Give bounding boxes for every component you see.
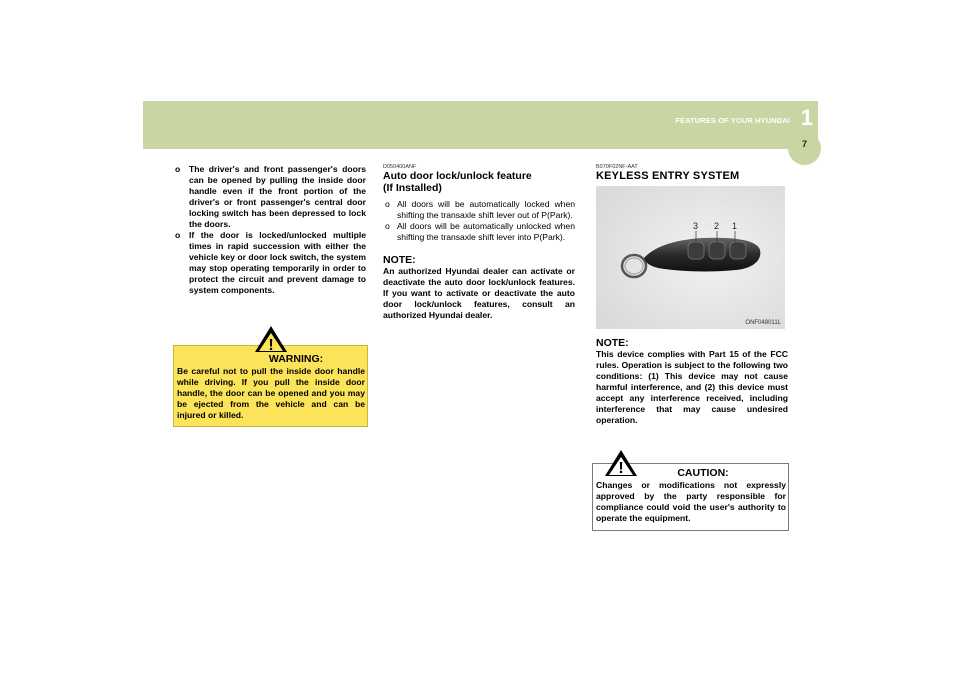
- key-fob-image: [596, 186, 785, 329]
- warning-box: ! WARNING: Be careful not to pull the inside door handle while driving. If you pull the inside door handle, the door can be opened and you may be ejected from the vehicle and can be injured or killed.: [173, 345, 368, 427]
- column-right-note: [596, 338, 788, 426]
- warning-title: WARNING:: [268, 353, 324, 365]
- note-title: NOTE:: [383, 254, 416, 266]
- auto-lock-bullets: [383, 199, 575, 243]
- warning-text: Be careful not to pull the inside door handle while driving. If you pull the inside door handle, the door can be opened and you may be ejected from the vehicle and can be injured or killed.: [177, 366, 365, 420]
- list-item: o All doors will be automatically unlocked when shifting the transaxle shift lever into P(Park).: [385, 221, 575, 242]
- list-item: o The driver's and front passenger's doors can be opened by pulling the inside door handle even if the front portion of the driver's or front passenger's central door locking switch has been depressed to lock the doors.: [175, 164, 366, 229]
- header-band: [143, 101, 818, 149]
- column-right-header: [596, 164, 788, 186]
- page-number: 7: [801, 139, 807, 149]
- list-item: o All doors will be automatically locked when shifting the transaxle shift lever out of P(Park).: [385, 199, 575, 220]
- callout-label: 1: [732, 221, 738, 231]
- note-text: An authorized Hyundai dealer can activate or deactivate the auto door lock/unlock features. If you want to activate or deactivate the auto door lock/unlock features, consult an authorized Hyundai dealer.: [383, 266, 575, 320]
- image-caption: ONF048011L: [745, 320, 781, 326]
- caution-text: Changes or modifications not expressly approved by the party responsible for compliance could void the user's authority to operate the equipment.: [596, 480, 786, 523]
- door-handle-bullets: [173, 164, 366, 296]
- list-item: o If the door is locked/unlocked multiple times in rapid succession with either the vehicle key or door lock switch, the system may stop operating temporarily in order to protect the circuit and prevent damage to system components.: [175, 230, 366, 295]
- callout-label: 2: [714, 221, 720, 231]
- column-left: [173, 164, 366, 296]
- section-heading: Auto door lock/unlock feature (If Installed): [383, 170, 532, 194]
- note-text: This device complies with Part 15 of the FCC rules. Operation is subject to the following two conditions: (1) This device may not cause harmful interference, and (2) this device must accept any interference received, including interference that may cause undesired operation.: [596, 349, 788, 425]
- column-middle: [383, 164, 575, 321]
- section-heading: KEYLESS ENTRY SYSTEM: [596, 170, 740, 182]
- caution-box: ! CAUTION: Changes or modifications not expressly approved by the party responsible for compliance could void the user's authority to operate the equipment.: [592, 463, 789, 531]
- chapter-number: 1: [800, 105, 813, 130]
- section-code: D050400ANF: [383, 164, 417, 170]
- callout-label: 3: [693, 221, 699, 231]
- note-title: NOTE:: [596, 337, 629, 349]
- caution-title: CAUTION:: [677, 467, 729, 479]
- key-fob-icon: [596, 186, 785, 329]
- section-title: FEATURES OF YOUR HYUNDAI: [675, 116, 790, 125]
- section-code: B070F02NF-AAT: [596, 164, 638, 170]
